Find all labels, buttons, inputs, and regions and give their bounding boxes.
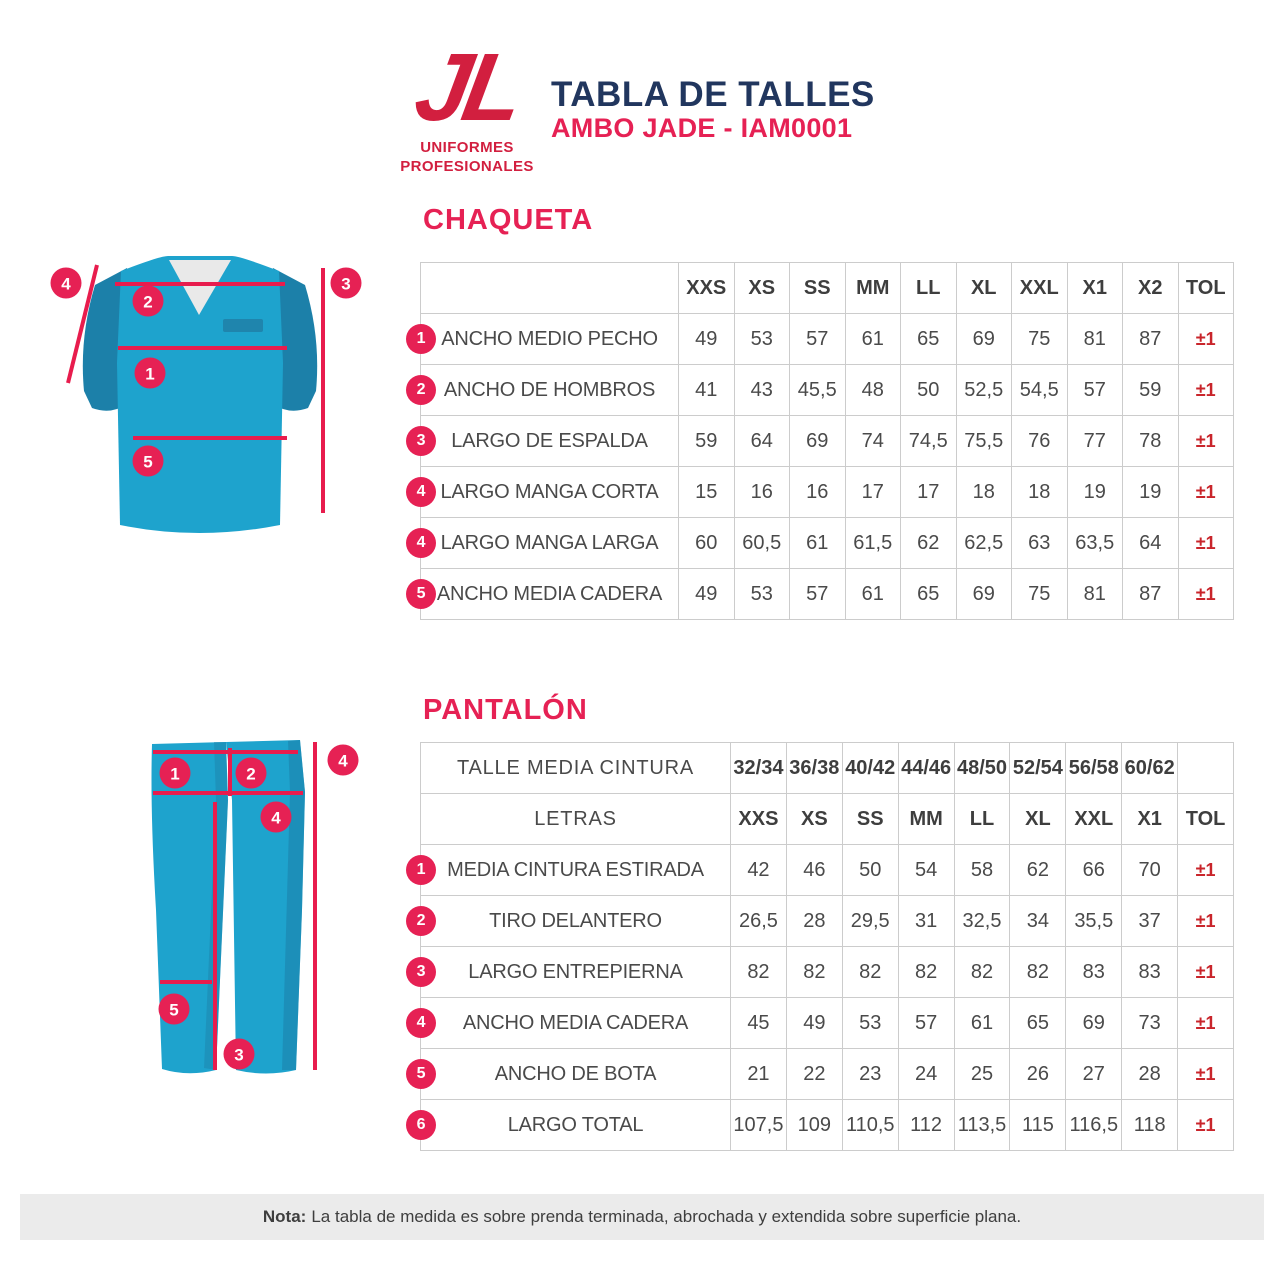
- size-value: 77: [1067, 416, 1123, 467]
- size-value: 61: [790, 518, 846, 569]
- size-value: 57: [898, 998, 954, 1049]
- column-header: XXL: [1012, 263, 1068, 314]
- size-value: 87: [1123, 569, 1179, 620]
- size-value: 18: [956, 467, 1012, 518]
- chaqueta-size-table: [416, 262, 1234, 620]
- size-value: 82: [1010, 947, 1066, 998]
- tolerance-column-header: TOL: [1178, 794, 1234, 845]
- svg-text:5: 5: [169, 1000, 179, 1020]
- empty-corner-cell: [421, 263, 679, 314]
- diagram-badge-back-length: [331, 268, 362, 299]
- column-header: 56/58: [1066, 743, 1122, 794]
- size-value: 27: [1066, 1049, 1122, 1100]
- size-value: 63: [1012, 518, 1068, 569]
- diagram-badge-ankle: [159, 994, 190, 1025]
- svg-text:4: 4: [338, 751, 348, 771]
- measurement-label-cell: [416, 1049, 731, 1100]
- size-value: 28: [786, 896, 842, 947]
- measurement-label-cell: [416, 845, 731, 896]
- row-header-talle: TALLE MEDIA CINTURA: [421, 743, 731, 794]
- table-row: [421, 947, 1234, 998]
- size-value: 65: [901, 569, 957, 620]
- size-value: 57: [790, 314, 846, 365]
- size-value: 83: [1066, 947, 1122, 998]
- size-value: 26,5: [731, 896, 787, 947]
- row-number-badge: 4: [406, 1008, 436, 1038]
- column-header: XS: [734, 263, 790, 314]
- size-value: 24: [898, 1049, 954, 1100]
- empty-tolerance-cell: [1178, 743, 1234, 794]
- tolerance-value: ±1: [1178, 1049, 1234, 1100]
- diagram-badge-shoulder: [133, 286, 164, 317]
- size-value: 74: [845, 416, 901, 467]
- size-value: 63,5: [1067, 518, 1123, 569]
- size-value: 34: [1010, 896, 1066, 947]
- measurement-label-cell: [416, 569, 679, 620]
- size-value: 49: [679, 314, 735, 365]
- brand-logo: [392, 34, 542, 176]
- column-header: XL: [956, 263, 1012, 314]
- size-value: 49: [786, 998, 842, 1049]
- tolerance-value: ±1: [1178, 1100, 1234, 1151]
- size-value: 54,5: [1012, 365, 1068, 416]
- tolerance-value: ±1: [1178, 845, 1234, 896]
- size-value: 81: [1067, 569, 1123, 620]
- size-value: 65: [1010, 998, 1066, 1049]
- tolerance-value: ±1: [1178, 416, 1234, 467]
- table-row: [421, 896, 1234, 947]
- row-number-badge: 2: [406, 906, 436, 936]
- size-value: 61: [845, 314, 901, 365]
- size-value: 52,5: [956, 365, 1012, 416]
- size-value: 87: [1123, 314, 1179, 365]
- column-header: XS: [786, 794, 842, 845]
- column-header: X1: [1067, 263, 1123, 314]
- diagram-badge-waist: [160, 758, 191, 789]
- size-value: 62,5: [956, 518, 1012, 569]
- size-value: 69: [956, 314, 1012, 365]
- size-value: 61: [954, 998, 1010, 1049]
- column-header: XXS: [679, 263, 735, 314]
- size-value: 17: [845, 467, 901, 518]
- measurement-label: LARGO ENTREPIERNA: [468, 960, 683, 983]
- table-row: [421, 314, 1234, 365]
- row-header-letras: LETRAS: [421, 794, 731, 845]
- jacket-diagram: [35, 243, 390, 543]
- column-header: X1: [1122, 794, 1178, 845]
- size-value: 60: [679, 518, 735, 569]
- jacket-pocket: [223, 319, 263, 332]
- table-row: [421, 416, 1234, 467]
- size-value: 82: [898, 947, 954, 998]
- size-value: 78: [1123, 416, 1179, 467]
- size-value: 107,5: [731, 1100, 787, 1151]
- size-value: 75: [1012, 569, 1068, 620]
- column-header: 48/50: [954, 743, 1010, 794]
- svg-text:2: 2: [143, 292, 153, 312]
- size-value: 18: [1012, 467, 1068, 518]
- size-value: 76: [1012, 416, 1068, 467]
- size-value: 25: [954, 1049, 1010, 1100]
- diagram-badge-total-length: [328, 745, 359, 776]
- table-row: [421, 1100, 1234, 1151]
- page-subtitle: AMBO JADE - IAM0001: [551, 113, 853, 143]
- size-value: 19: [1067, 467, 1123, 518]
- measurement-label-cell: [416, 518, 679, 569]
- size-value: 82: [954, 947, 1010, 998]
- measurement-label-cell: [416, 947, 731, 998]
- size-value: 82: [842, 947, 898, 998]
- measurement-label: ANCHO DE HOMBROS: [443, 378, 656, 401]
- column-header: 60/62: [1122, 743, 1178, 794]
- svg-text:3: 3: [234, 1045, 244, 1065]
- measurement-label: ANCHO DE BOTA: [494, 1062, 657, 1085]
- diagram-badge-hip: [261, 802, 292, 833]
- size-value: 113,5: [954, 1100, 1010, 1151]
- column-header: SS: [842, 794, 898, 845]
- size-value: 60,5: [734, 518, 790, 569]
- size-value: 110,5: [842, 1100, 898, 1151]
- size-value: 109: [786, 1100, 842, 1151]
- measurement-label: ANCHO MEDIA CADERA: [462, 1011, 689, 1034]
- column-header: XXS: [731, 794, 787, 845]
- size-value: 64: [734, 416, 790, 467]
- measurement-label: LARGO DE ESPALDA: [451, 429, 648, 452]
- size-value: 49: [679, 569, 735, 620]
- column-header: 32/34: [731, 743, 787, 794]
- row-number-badge: 2: [406, 375, 436, 405]
- column-header: XXL: [1066, 794, 1122, 845]
- size-value: 42: [731, 845, 787, 896]
- table-row: [421, 998, 1234, 1049]
- column-header: XL: [1010, 794, 1066, 845]
- diagram-badge-chest: [135, 358, 166, 389]
- size-value: 32,5: [954, 896, 1010, 947]
- tolerance-value: ±1: [1178, 947, 1234, 998]
- size-value: 57: [790, 569, 846, 620]
- size-value: 48: [845, 365, 901, 416]
- note-label: Nota:: [262, 1207, 307, 1226]
- tolerance-column-header: TOL: [1178, 263, 1234, 314]
- size-value: 75: [1012, 314, 1068, 365]
- measurement-label: LARGO TOTAL: [507, 1113, 644, 1136]
- table-row: [421, 365, 1234, 416]
- measurement-label: TIRO DELANTERO: [489, 909, 662, 932]
- measurement-label-cell: [416, 998, 731, 1049]
- measurement-label: LARGO MANGA LARGA: [440, 531, 659, 554]
- row-number-badge: 5: [406, 579, 436, 609]
- size-value: 69: [790, 416, 846, 467]
- svg-text:4: 4: [271, 808, 281, 828]
- size-value: 16: [790, 467, 846, 518]
- measurement-label-cell: [416, 416, 679, 467]
- measurement-label: ANCHO MEDIA CADERA: [436, 582, 663, 605]
- svg-text:5: 5: [143, 452, 153, 472]
- size-value: 65: [901, 314, 957, 365]
- size-value: 61: [845, 569, 901, 620]
- size-value: 54: [898, 845, 954, 896]
- size-value: 82: [786, 947, 842, 998]
- size-value: 59: [1123, 365, 1179, 416]
- diagram-badge-rise: [236, 758, 267, 789]
- table-row: [421, 467, 1234, 518]
- size-value: 50: [901, 365, 957, 416]
- tolerance-value: ±1: [1178, 467, 1234, 518]
- table-row: [421, 845, 1234, 896]
- size-value: 23: [842, 1049, 898, 1100]
- column-header: MM: [845, 263, 901, 314]
- pantalon-header-row-letras: [421, 794, 1234, 845]
- measurement-label-cell: [416, 896, 731, 947]
- measurement-label: LARGO MANGA CORTA: [440, 480, 659, 503]
- logo-tagline-line2: PROFESIONALES: [400, 158, 534, 175]
- tolerance-value: ±1: [1178, 518, 1234, 569]
- column-header: LL: [954, 794, 1010, 845]
- size-value: 26: [1010, 1049, 1066, 1100]
- pants-diagram: [130, 730, 370, 1080]
- column-header: 40/42: [842, 743, 898, 794]
- size-value: 19: [1123, 467, 1179, 518]
- size-value: 29,5: [842, 896, 898, 947]
- size-value: 50: [842, 845, 898, 896]
- size-value: 46: [786, 845, 842, 896]
- size-value: 45: [731, 998, 787, 1049]
- page-title: TABLA DE TALLES: [551, 75, 875, 114]
- pantalon-header-row-talle: [421, 743, 1234, 794]
- measurement-label-cell: [416, 467, 679, 518]
- size-value: 21: [731, 1049, 787, 1100]
- diagram-badge-inseam: [224, 1039, 255, 1070]
- chaqueta-header-row: [421, 263, 1234, 314]
- tolerance-value: ±1: [1178, 896, 1234, 947]
- svg-text:2: 2: [246, 764, 256, 784]
- column-header: MM: [898, 794, 954, 845]
- size-value: 62: [901, 518, 957, 569]
- table-row: [421, 569, 1234, 620]
- row-number-badge: 3: [406, 426, 436, 456]
- tolerance-value: ±1: [1178, 998, 1234, 1049]
- row-number-badge: 3: [406, 957, 436, 987]
- header-titles: [551, 76, 875, 143]
- tolerance-value: ±1: [1178, 569, 1234, 620]
- tolerance-value: ±1: [1178, 365, 1234, 416]
- row-number-badge: 1: [406, 324, 436, 354]
- section-heading-pantalon: PANTALÓN: [423, 694, 588, 726]
- size-value: 43: [734, 365, 790, 416]
- size-value: 83: [1122, 947, 1178, 998]
- diagram-badge-hip: [133, 446, 164, 477]
- size-value: 61,5: [845, 518, 901, 569]
- size-value: 17: [901, 467, 957, 518]
- size-value: 115: [1010, 1100, 1066, 1151]
- row-number-badge: 4: [406, 528, 436, 558]
- note-text: La tabla de medida es sobre prenda terminada, abrochada y extendida sobre superficie plana.: [311, 1207, 1022, 1226]
- column-header: LL: [901, 263, 957, 314]
- size-value: 41: [679, 365, 735, 416]
- svg-text:1: 1: [145, 364, 155, 384]
- table-row: [421, 1049, 1234, 1100]
- section-heading-chaqueta: CHAQUETA: [423, 204, 594, 236]
- size-value: 53: [734, 569, 790, 620]
- svg-text:4: 4: [61, 274, 71, 294]
- size-value: 15: [679, 467, 735, 518]
- measurement-label-cell: [416, 365, 679, 416]
- size-value: 69: [1066, 998, 1122, 1049]
- svg-text:3: 3: [341, 274, 351, 294]
- row-number-badge: 6: [406, 1110, 436, 1140]
- logo-tagline-line1: UNIFORMES: [420, 139, 514, 156]
- measurement-label: MEDIA CINTURA ESTIRADA: [447, 858, 704, 881]
- size-value: 118: [1122, 1100, 1178, 1151]
- size-value: 70: [1122, 845, 1178, 896]
- svg-text:1: 1: [170, 764, 180, 784]
- column-header: 36/38: [786, 743, 842, 794]
- size-value: 81: [1067, 314, 1123, 365]
- size-value: 64: [1123, 518, 1179, 569]
- size-value: 75,5: [956, 416, 1012, 467]
- size-value: 28: [1122, 1049, 1178, 1100]
- size-value: 62: [1010, 845, 1066, 896]
- size-value: 66: [1066, 845, 1122, 896]
- column-header: 52/54: [1010, 743, 1066, 794]
- pantalon-size-table: [416, 742, 1234, 1151]
- diagram-badge-sleeve: [51, 268, 82, 299]
- column-header: SS: [790, 263, 846, 314]
- size-value: 22: [786, 1049, 842, 1100]
- size-value: 69: [956, 569, 1012, 620]
- column-header: X2: [1123, 263, 1179, 314]
- size-value: 37: [1122, 896, 1178, 947]
- size-value: 57: [1067, 365, 1123, 416]
- measurement-label: ANCHO MEDIO PECHO: [441, 327, 658, 350]
- size-value: 35,5: [1066, 896, 1122, 947]
- logo-monogram: JL: [407, 34, 527, 141]
- size-value: 45,5: [790, 365, 846, 416]
- size-value: 31: [898, 896, 954, 947]
- row-number-badge: 5: [406, 1059, 436, 1089]
- size-value: 59: [679, 416, 735, 467]
- tolerance-value: ±1: [1178, 314, 1234, 365]
- size-value: 16: [734, 467, 790, 518]
- size-value: 82: [731, 947, 787, 998]
- size-value: 74,5: [901, 416, 957, 467]
- size-value: 116,5: [1066, 1100, 1122, 1151]
- size-value: 112: [898, 1100, 954, 1151]
- size-value: 73: [1122, 998, 1178, 1049]
- row-number-badge: 1: [406, 855, 436, 885]
- footer-note: [20, 1194, 1264, 1240]
- size-value: 53: [842, 998, 898, 1049]
- size-value: 58: [954, 845, 1010, 896]
- column-header: 44/46: [898, 743, 954, 794]
- measurement-label-cell: [416, 314, 679, 365]
- table-row: [421, 518, 1234, 569]
- measurement-label-cell: [416, 1100, 731, 1151]
- size-value: 53: [734, 314, 790, 365]
- row-number-badge: 4: [406, 477, 436, 507]
